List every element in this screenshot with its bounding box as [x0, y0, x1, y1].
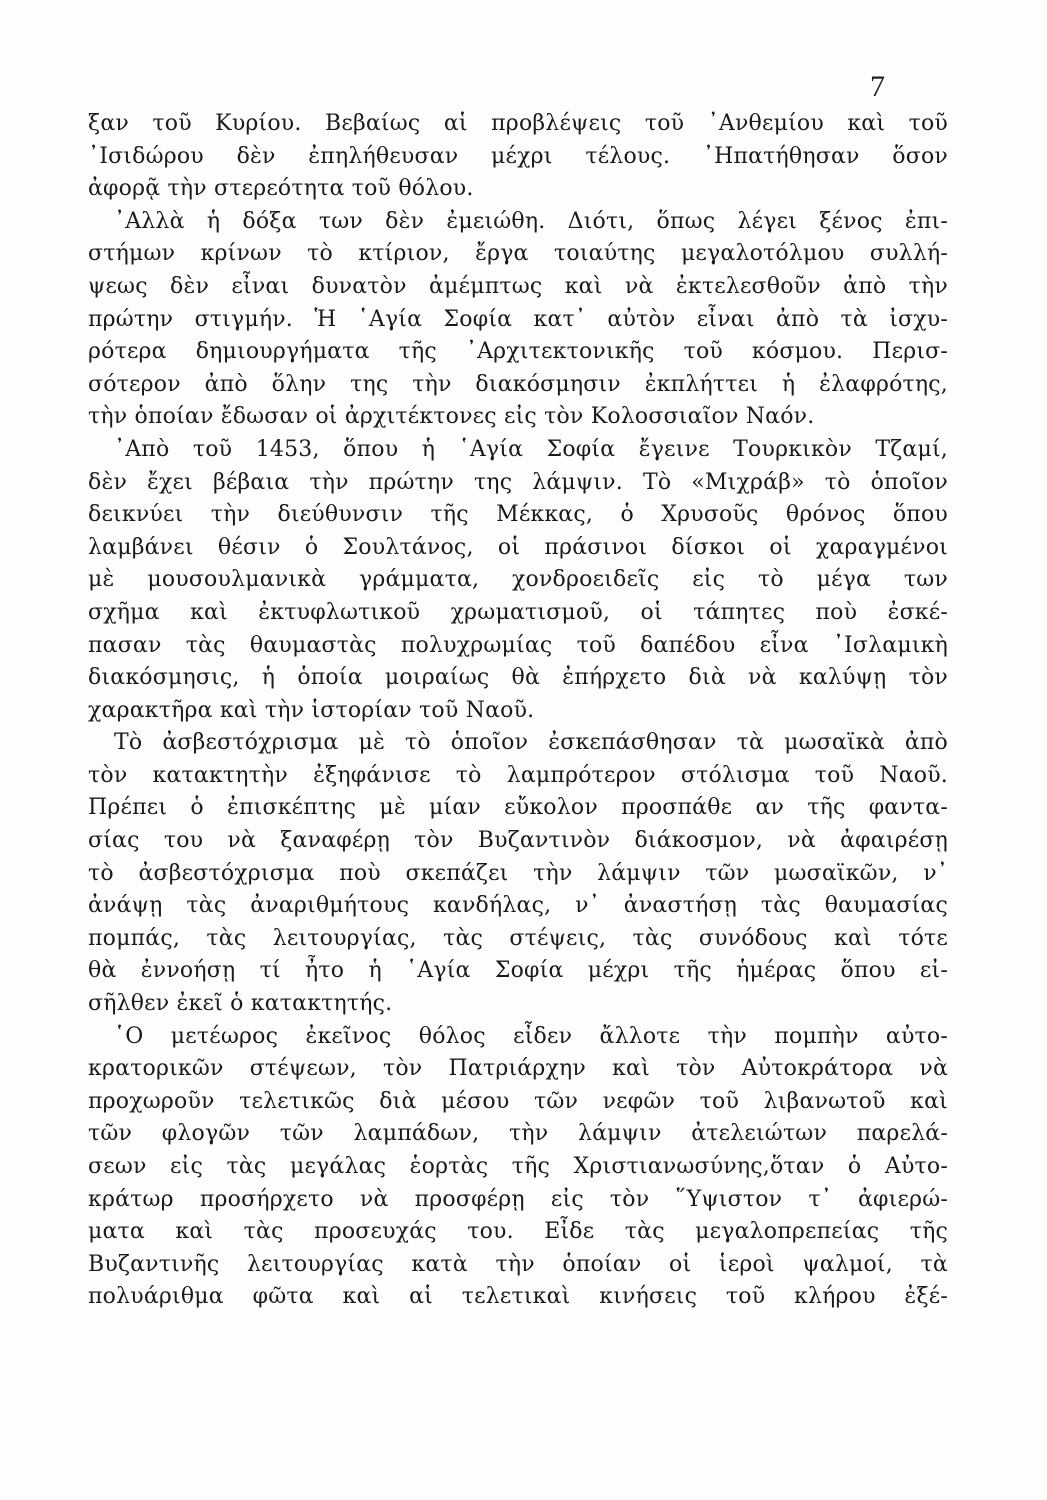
text-line: ξαν τοῦ Κυρίου. Βεβαίως αἱ προβλέψεις τοῦ ᾿Ανθεμίου καὶ τοῦ: [88, 111, 948, 136]
text-line: Τὸ ἀσβεστόχρισμα μὲ τὸ ὁποῖον ἐσκεπάσθησαν τὰ μωσαϊκὰ ἀπὸ: [114, 730, 948, 756]
text-line: πολυάριθμα φῶτα καὶ αἱ τελετικαὶ κινήσεις τοῦ κλήρου ἐξέ-: [88, 1284, 948, 1310]
text-line: κράτωρ προσήρχετο νὰ προσφέρῃ εἰς τὸν ῞Υψιστον τ᾿ ἀφιερώ-: [88, 1186, 948, 1212]
text-line: στήμων κρίνων τὸ κτίριον, ἔργα τοιαύτης μεγαλοτόλμου συλλή-: [88, 241, 948, 267]
text-line: πομπάς, τὰς λειτουργίας, τὰς στέψεις, τὰς συνόδους καὶ τότε: [88, 925, 948, 951]
text-line: τῶν φλογῶν τῶν λαμπάδων, τὴν λάμψιν ἀτελειώτων παρελά-: [88, 1121, 948, 1147]
text-line: σεων εἰς τὰς μεγάλας ἑορτὰς τῆς Χριστιανωσύνης,ὅταν ὁ Αὐτο-: [88, 1154, 948, 1179]
text-line: σίας του νὰ ξαναφέρῃ τὸν Βυζαντινὸν διάκοσμον, νὰ ἀφαιρέσῃ: [88, 828, 948, 854]
text-line: διακόσμησις, ἡ ὁποία μοιραίως θὰ ἐπήρχετο διὰ νὰ καλύψῃ τὸν: [88, 665, 948, 691]
text-line: ματα καὶ τὰς προσευχάς του. Εἶδε τὰς μεγαλοπρεπείας τῆς: [88, 1219, 948, 1245]
text-line: πασαν τὰς θαυμαστὰς πολυχρωμίας τοῦ δαπέδου εἶνα ᾿Ισλαμικὴ: [88, 632, 948, 658]
text-line: προχωροῦν τελετικῶς διὰ μέσου τῶν νεφῶν τοῦ λιβανωτοῦ καὶ: [88, 1088, 948, 1114]
text-line: Βυζαντινῆς λειτουργίας κατὰ τὴν ὁποίαν οἱ ἱεροὶ ψαλμοί, τὰ: [88, 1251, 948, 1277]
text-line: ρότερα δημιουργήματα τῆς ᾿Αρχιτεκτονικῆς τοῦ κόσμου. Περισ-: [88, 339, 948, 365]
text-line: ἀνάψῃ τὰς ἀναριθμήτους κανδήλας, ν᾿ ἀναστήσῃ τὰς θαυμασίας: [88, 893, 948, 919]
text-line: μὲ μουσουλμανικὰ γράμματα, χονδροειδεῖς εἰς τὸ μέγα των: [88, 567, 948, 593]
text-line: Πρέπει ὁ ἐπισκέπτης μὲ μίαν εὔκολον προσπάθε αν τῆς φαντα-: [88, 795, 948, 821]
text-line: σότερον ἀπὸ ὅλην της τὴν διακόσμησιν ἐκπλήττει ἡ ἐλαφρότης,: [88, 371, 948, 397]
text-line: ἀφορᾷ τὴν στερεότητα τοῦ θόλου.: [88, 176, 474, 202]
text-line: δὲν ἔχει βέβαια τὴν πρώτην της λάμψιν. Τὸ «Μιχράβ» τὸ ὁποῖον: [88, 469, 948, 495]
text-line: σῆλθεν ἐκεῖ ὁ κατακτητής.: [88, 991, 393, 1017]
text-line: θὰ ἐννοήσῃ τί ἦτο ἡ ῾Αγία Σοφία μέχρι τῆς ἡμέρας ὅπου εἰ-: [88, 958, 948, 984]
text-line: τὸ ἀσβεστόχρισμα ποὺ σκεπάζει τὴν λάμψιν τῶν μωσαϊκῶν, ν᾿: [88, 860, 948, 886]
text-line: ψεως δὲν εἶναι δυνατὸν ἀμέμπτως καὶ νὰ ἐκτελεσθοῦν ἀπὸ τὴν: [88, 273, 948, 299]
text-line: ᾿Απὸ τοῦ 1453, ὅπου ἡ ῾Αγία Σοφία ἔγεινε Τουρκικὸν Τζαμί,: [114, 436, 948, 462]
text-line: σχῆμα καὶ ἐκτυφλωτικοῦ χρωματισμοῦ, οἱ τάπητες ποὺ ἐσκέ-: [88, 599, 948, 625]
text-line: δεικνύει τὴν διεύθυνσιν τῆς Μέκκας, ὁ Χρυσοῦς θρόνος ὅπου: [88, 502, 948, 528]
page-number: 7: [870, 70, 885, 103]
text-line: λαμβάνει θέσιν ὁ Σουλτάνος, οἱ πράσινοι δίσκοι οἱ χαραγμένοι: [88, 534, 948, 560]
text-line: κρατορικῶν στέψεων, τὸν Πατριάρχην καὶ τὸν Αὐτοκράτορα νὰ: [88, 1056, 948, 1082]
text-line: χαρακτῆρα καὶ τὴν ἱστορίαν τοῦ Ναοῦ.: [88, 697, 535, 723]
text-line: ᾿Ισιδώρου δὲν ἐπηλήθευσαν μέχρι τέλους. ᾿Ηπατήθησαν ὅσον: [88, 143, 948, 169]
body-text: [88, 108, 948, 1314]
text-line: πρώτην στιγμήν. Ἡ ῾Αγία Σοφία κατ᾿ αὐτὸν εἶναι ἀπὸ τὰ ἰσχυ-: [88, 306, 948, 332]
text-line: τὸν κατακτητὴν ἐξηφάνισε τὸ λαμπρότερον στόλισμα τοῦ Ναοῦ.: [88, 762, 948, 788]
text-line: τὴν ὁποίαν ἔδωσαν οἱ ἀρχιτέκτονες εἰς τὸν Κολοσσιαῖον Ναόν.: [88, 404, 815, 430]
text-line: ᾿Αλλὰ ἡ δόξα των δὲν ἐμειώθη. Διότι, ὅπως λέγει ξένος ἐπι-: [114, 208, 948, 234]
text-line: ῾Ο μετέωρος ἐκεῖνος θόλος εἶδεν ἄλλοτε τὴν πομπὴν αὐτο-: [114, 1023, 948, 1049]
